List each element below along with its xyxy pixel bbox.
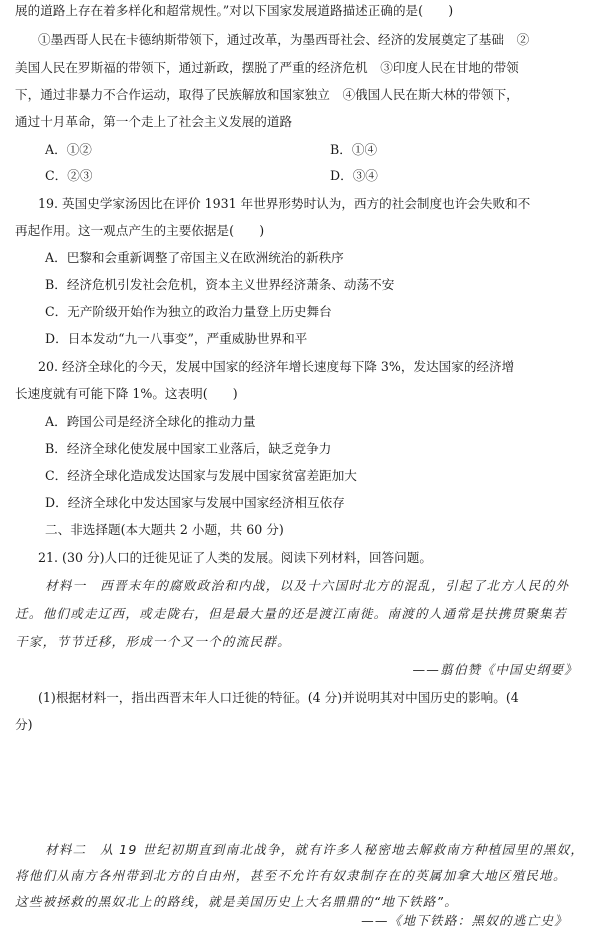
section-2-heading: 二、非选择题(本大题共 2 小题，共 60 分) xyxy=(45,522,284,537)
q19-stem-line-1: 19. 英国史学家汤因比在评价 1931 年世界形势时认为，西方的社会制度也许会失败和不 xyxy=(38,196,531,211)
q18-stem-tail: 展的道路上存在着多样化和超常规性。”对以下国家发展道路描述正确的是( ) xyxy=(15,3,454,18)
q19-option-b: B．经济危机引发社会危机，资本主义世界经济萧条、动荡不安 xyxy=(45,277,395,292)
q20-option-d: D．经济全球化中发达国家与发展中国家经济相互依存 xyxy=(45,495,345,510)
q19-stem-line-2: 再起作用。这一观点产生的主要依据是( ) xyxy=(15,223,265,238)
q18-option-a: A．①② xyxy=(45,142,92,157)
q21-material-1-line-3: 干家，节节迁移，形成一个又一个的流民群。 xyxy=(15,634,291,649)
q21-material-1-line-2: 迁。他们或走辽西，或走陇右，但是最大量的还是渡江南徙。南渡的人通常是扶携贯聚集若 xyxy=(15,606,567,621)
q18-option-c: C．②③ xyxy=(45,168,93,183)
q19-option-d: D．日本发动“九一八事变”，严重威胁世界和平 xyxy=(45,331,308,346)
q21-material-2-line-1: 材料二 从 19 世纪初期直到南北战争，就有许多人秘密地去解救南方种植园里的黑奴， xyxy=(45,842,585,857)
q18-statement-line-1: ①墨西哥人民在卡德纳斯带领下，通过改革，为墨西哥社会、经济的发展奠定了基础 ② xyxy=(38,32,530,47)
q20-stem-line-2: 长速度就有可能下降 1%。这表明( ) xyxy=(15,386,238,401)
q21-subquestion-1-line-1: (1)根据材料一，指出西晋末年人口迁徙的特征。(4 分)并说明其对中国历史的影响。(4 xyxy=(38,690,519,705)
q20-option-b: B．经济全球化使发展中国家工业落后，缺乏竞争力 xyxy=(45,441,332,456)
q18-option-d: D．③④ xyxy=(330,168,378,183)
q20-stem-line-1: 20. 经济全球化的今天，发展中国家的经济年增长速度每下降 3%，发达国家的经济增 xyxy=(38,359,515,374)
q21-material-2-source: ——《地下铁路：黑奴的逃亡史》 xyxy=(361,913,568,928)
q21-material-2-line-3: 这些被拯救的黑奴北上的路线，就是美国历史上大名鼎鼎的“地下铁路”。 xyxy=(15,894,459,909)
q18-statement-line-3: 下，通过非暴力不合作运动，取得了民族解放和国家独立 ④俄国人民在斯大林的带领下， xyxy=(15,87,519,102)
q21-material-1-source: ——翦伯赞《中国史纲要》 xyxy=(412,662,578,677)
q21-material-2-line-2: 将他们从南方各州带到北方的自由州，甚至不允许有奴隶制存在的英属加拿大地区殖民地。 xyxy=(15,868,567,883)
q19-option-c: C．无产阶级开始作为独立的政治力量登上历史舞台 xyxy=(45,304,332,319)
q18-statement-line-4: 通过十月革命，第一个走上了社会主义发展的道路 xyxy=(15,114,293,129)
q19-option-a: A．巴黎和会重新调整了帝国主义在欧洲统治的新秩序 xyxy=(45,250,344,265)
q18-statement-line-2: 美国人民在罗斯福的带领下，通过新政，摆脱了严重的经济危机 ③印度人民在甘地的带领 xyxy=(15,60,519,75)
q20-option-a: A．跨国公司是经济全球化的推动力量 xyxy=(45,414,256,429)
q21-subquestion-1-line-2: 分) xyxy=(15,717,33,732)
q21-material-1-line-1: 材料一 西晋末年的腐败政治和内战，以及十六国时北方的混乱，引起了北方人民的外 xyxy=(45,578,570,593)
q18-option-b: B．①④ xyxy=(330,142,378,157)
q20-option-c: C．经济全球化造成发达国家与发展中国家贫富差距加大 xyxy=(45,468,357,483)
q21-stem: 21. (30 分)人口的迁徙见证了人类的发展。阅读下列材料，回答问题。 xyxy=(38,550,432,565)
